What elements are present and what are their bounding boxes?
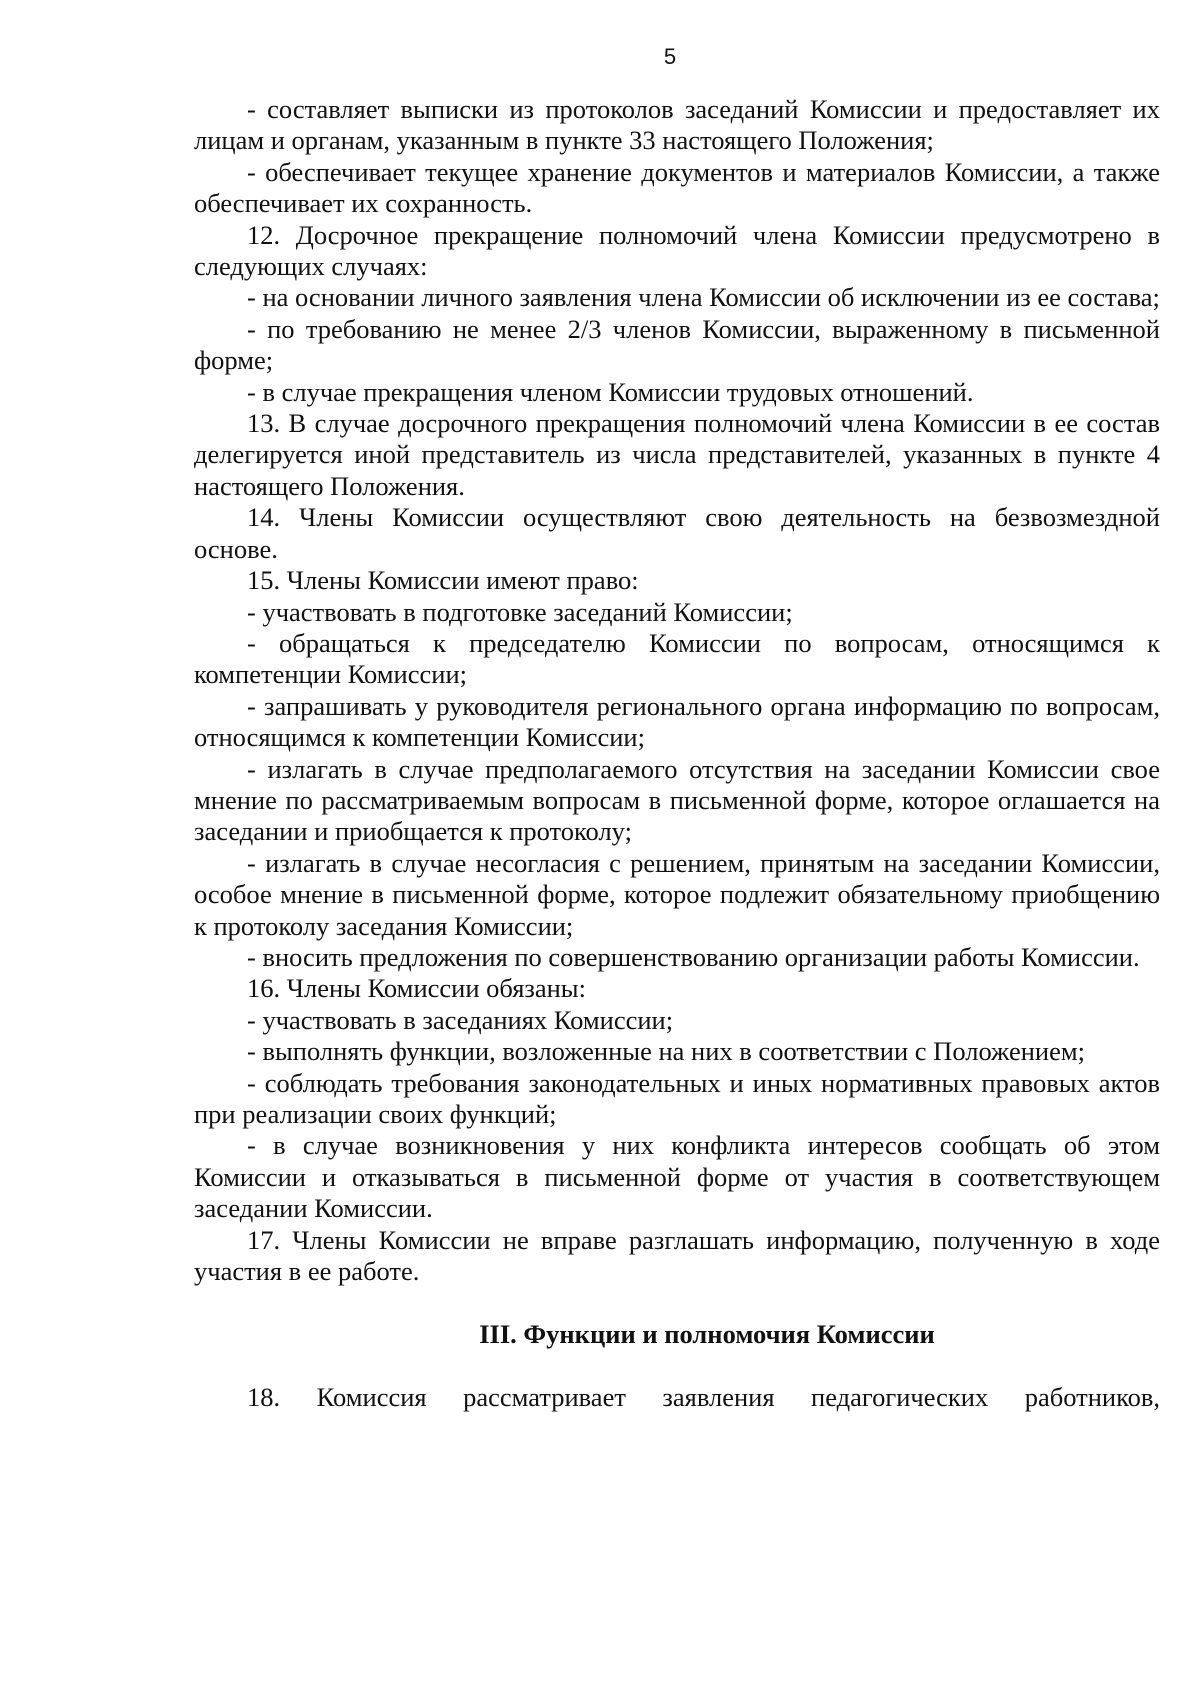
paragraph: - участвовать в подготовке заседаний Комиссии; <box>247 596 793 627</box>
paragraph: - в случае прекращения членом Комиссии трудовых отношений. <box>247 376 974 407</box>
paragraph: 15. Члены Комиссии имеют право: <box>247 565 639 596</box>
paragraph: - излагать в случае предполагаемого отсутствия на заседании Комиссии свое мнение по рассматриваемым вопросам в письменной форме, которое оглашается на заседании и приобщается к протоколу; <box>194 753 1160 847</box>
paragraph: 12. Досрочное прекращение полномочий члена Комиссии предусмотрено в следующих случаях: <box>194 219 1160 282</box>
paragraph: - запрашивать у руководителя регионального органа информацию по вопросам, относящимся к компетенции Комиссии; <box>194 690 1160 753</box>
paragraph: - соблюдать требования законодательных и иных нормативных правовых актов при реализации своих функций; <box>194 1067 1160 1129</box>
document-body <box>194 94 1160 1413</box>
paragraph: 13. В случае досрочного прекращения полномочий члена Комиссии в ее состав делегируется иной представитель из числа представителей, указанных в пункте 4 настоящего Положения. <box>194 408 1160 501</box>
paragraph: - участвовать в заседаниях Комиссии; <box>247 1004 674 1035</box>
page-number: 5 <box>663 44 677 69</box>
paragraph: 14. Члены Комиссии осуществляют свою деятельность на безвозмездной основе. <box>194 502 1160 564</box>
paragraph: 18. Комиссия рассматривает заявления педагогических работников, <box>247 1381 1160 1412</box>
paragraph: - обращаться к председателю Комиссии по вопросам, относящимся к компетенции Комиссии; <box>194 627 1160 690</box>
paragraph: - излагать в случае несогласия с решением, принятым на заседании Комиссии, особое мнение в письменной форме, которое подлежит обязательному приобщению к протоколу заседания Комиссии; <box>194 847 1160 941</box>
paragraph: 16. Члены Комиссии обязаны: <box>247 973 586 1004</box>
paragraph: - обеспечивает текущее хранение документов и материалов Комиссии, а также обеспечивает их сохранность. <box>194 156 1160 219</box>
section-heading: III. Функции и полномочия Комиссии <box>479 1319 935 1350</box>
paragraph: - в случае возникновения у них конфликта интересов сообщать об этом Комиссии и отказываться в письменной форме от участия в соответствующем заседании Комиссии. <box>194 1130 1160 1224</box>
paragraph: - на основании личного заявления члена Комиссии об исключении из ее состава; <box>247 282 1160 313</box>
paragraph: - вносить предложения по совершенствованию организации работы Комиссии. <box>247 941 1140 972</box>
paragraph: - выполнять функции, возложенные на них в соответствии с Положением; <box>247 1036 1086 1067</box>
paragraph: 17. Члены Комиссии не вправе разглашать информацию, полученную в ходе участия в ее работе. <box>194 1224 1160 1287</box>
paragraph: - по требованию не менее 2/3 членов Комиссии, выраженному в письменной форме; <box>194 313 1160 376</box>
paragraph: - составляет выписки из протоколов заседаний Комиссии и предоставляет их лицам и органам, указанным в пункте 33 настоящего Положения; <box>194 94 1160 156</box>
